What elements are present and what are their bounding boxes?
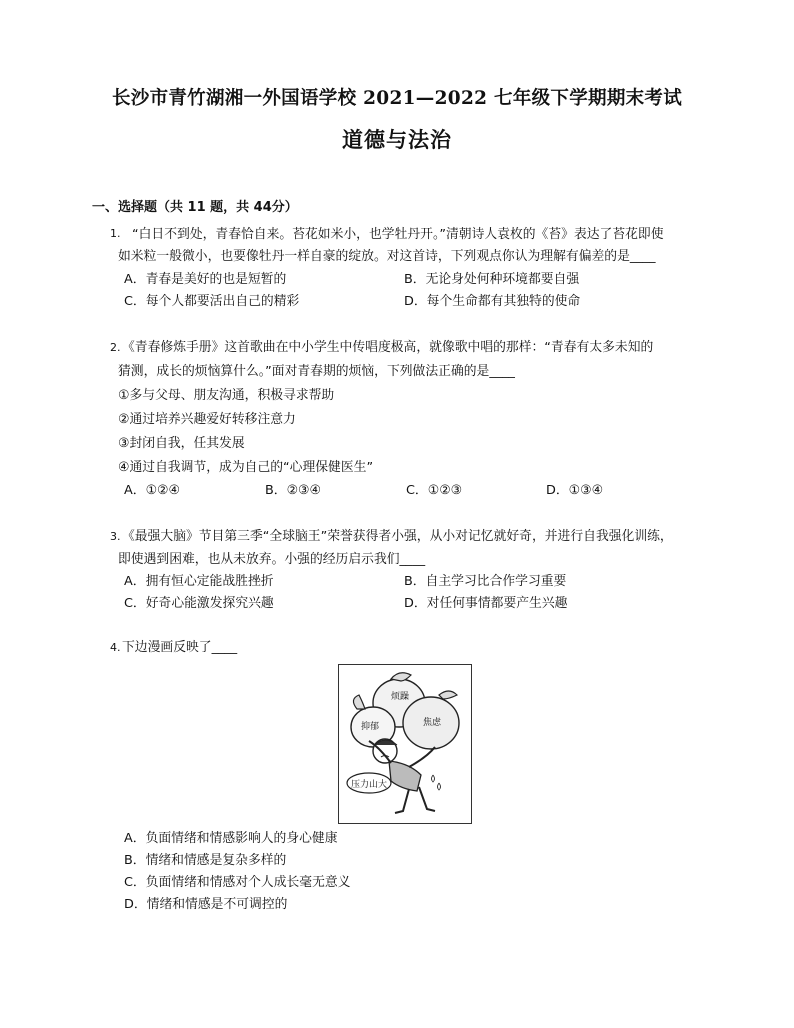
question-number: 1. bbox=[110, 227, 121, 240]
option-text: 情绪和情感是复杂多样的 bbox=[145, 853, 287, 868]
option-b[interactable] bbox=[124, 852, 286, 870]
question-text-line: 猜测，成长的烦恼算什么。”面对青春期的烦恼，下列做法正确的是____ bbox=[118, 364, 515, 379]
option-text: 拥有恒心定能战胜挫折 bbox=[145, 574, 274, 589]
cartoon-label: 压力山大 bbox=[351, 780, 388, 790]
option-c[interactable] bbox=[124, 293, 299, 311]
statement-item: ①多与父母、朋友沟通，积极寻求帮助 bbox=[118, 388, 335, 403]
person-leg bbox=[419, 787, 435, 811]
option-text: 青春是美好的也是短暂的 bbox=[145, 272, 287, 287]
option-d[interactable] bbox=[124, 896, 287, 914]
section-heading: 一、选择题（共 11 题，共 44分） bbox=[92, 200, 298, 215]
option-label: B． bbox=[404, 272, 426, 287]
option-text: 好奇心能激发探究兴趣 bbox=[145, 596, 274, 611]
cartoon-label: 抑郁 bbox=[361, 722, 380, 732]
sack-tie bbox=[353, 695, 365, 709]
cartoon-label: 焦虑 bbox=[423, 718, 442, 728]
option-label: C． bbox=[124, 294, 146, 309]
option-text: ②③④ bbox=[286, 483, 321, 498]
option-label: B． bbox=[404, 574, 426, 589]
option-text: 对任何事情都要产生兴趣 bbox=[426, 596, 568, 611]
option-d[interactable] bbox=[404, 595, 567, 613]
cartoon-label: 烦躁 bbox=[391, 692, 410, 702]
option-text: ①②④ bbox=[145, 483, 180, 498]
option-text: 每个人都要活出自己的精彩 bbox=[145, 294, 300, 309]
question-text-line: 下边漫画反映了____ bbox=[122, 640, 238, 655]
question-number: 3. bbox=[110, 530, 121, 543]
option-text: 情绪和情感是不可调控的 bbox=[146, 897, 288, 912]
option-text: 无论身处何种环境都要自强 bbox=[425, 272, 580, 287]
option-text: ①③④ bbox=[568, 483, 604, 498]
option-label: D． bbox=[124, 897, 147, 912]
option-label: B． bbox=[265, 483, 287, 498]
option-label: C． bbox=[406, 483, 428, 498]
option-c[interactable] bbox=[124, 595, 274, 613]
option-label: C． bbox=[124, 596, 146, 611]
option-label: D． bbox=[546, 483, 569, 498]
sweat-drop bbox=[432, 775, 435, 782]
option-text: 每个生命都有其独特的使命 bbox=[426, 294, 581, 309]
question-number: 4. bbox=[110, 641, 121, 654]
option-text: 负面情绪和情感影响人的身心健康 bbox=[145, 831, 338, 846]
statement-item: ②通过培养兴趣爱好转移注意力 bbox=[118, 412, 296, 427]
statement-item: ③封闭自我，任其发展 bbox=[118, 436, 245, 451]
option-c[interactable] bbox=[406, 482, 462, 500]
exam-subject: 道德与法治 bbox=[342, 128, 452, 152]
question-text-line: 如米粒一般微小，也要像牡丹一样自豪的绽放。对这首诗，下列观点你认为理解有偏差的是____ bbox=[118, 249, 656, 264]
option-label: D． bbox=[404, 294, 427, 309]
cartoon-illustration bbox=[338, 664, 472, 824]
question-text-line: “白日不到处，青春恰自来。苔花如米小，也学牡丹开。”清朝诗人袁枚的《苔》表达了苔花即使 bbox=[132, 227, 664, 242]
option-a[interactable] bbox=[124, 482, 180, 500]
option-d[interactable] bbox=[404, 293, 580, 311]
exam-title: 长沙市青竹湖湘一外国语学校 2021—2022 七年级下学期期末考试 bbox=[111, 88, 683, 109]
question-text-line: 《最强大脑》节目第三季“全球脑王”荣誉获得者小强，从小对记忆就好奇，并进行自我强化训练， bbox=[122, 529, 673, 544]
option-label: A． bbox=[124, 272, 146, 287]
person-leg bbox=[395, 789, 409, 813]
person-body bbox=[389, 761, 421, 791]
option-d[interactable] bbox=[546, 482, 603, 500]
person-arm bbox=[409, 747, 435, 767]
option-text: 自主学习比合作学习重要 bbox=[425, 574, 567, 589]
option-label: D． bbox=[404, 596, 427, 611]
statement-item: ④通过自我调节，成为自己的“心理保健医生” bbox=[118, 460, 374, 475]
option-a[interactable] bbox=[124, 271, 286, 289]
option-label: A． bbox=[124, 831, 146, 846]
sweat-drop bbox=[438, 783, 441, 790]
question-number: 2. bbox=[110, 341, 121, 354]
option-label: C． bbox=[124, 875, 146, 890]
option-c[interactable] bbox=[124, 874, 350, 892]
option-label: A． bbox=[124, 574, 146, 589]
question-text-line: 《青春修炼手册》这首歌曲在中小学生中传唱度极高，就像歌中唱的那样：“青春有太多未知的 bbox=[122, 340, 654, 355]
option-b[interactable] bbox=[404, 573, 566, 591]
option-label: A． bbox=[124, 483, 146, 498]
option-b[interactable] bbox=[404, 271, 579, 289]
option-a[interactable] bbox=[124, 573, 274, 591]
question-text-line: 即使遇到困难，也从未放弃。小强的经历启示我们____ bbox=[118, 552, 426, 567]
option-a[interactable] bbox=[124, 830, 338, 848]
option-text: 负面情绪和情感对个人成长毫无意义 bbox=[145, 875, 351, 890]
option-label: B． bbox=[124, 853, 146, 868]
sack-tie bbox=[439, 691, 457, 699]
cartoon-drawing bbox=[339, 665, 471, 823]
option-text: ①②③ bbox=[427, 483, 463, 498]
option-b[interactable] bbox=[265, 482, 321, 500]
